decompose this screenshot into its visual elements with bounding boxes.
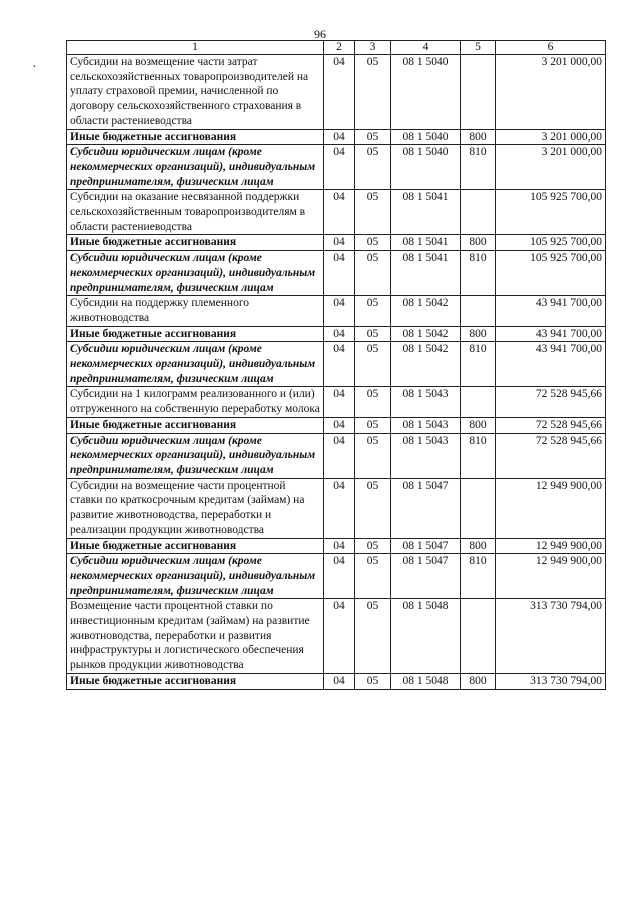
section-code-cell: 04 [324,55,355,130]
table-row [67,129,606,145]
section-code-cell: 04 [324,554,355,599]
expense-type-cell: 800 [461,538,496,554]
header-col-2: 2 [324,41,355,55]
expense-type-cell: 810 [461,145,496,190]
amount-cell: 12 949 900,00 [496,538,606,554]
subsection-code-cell: 05 [355,55,391,130]
subsection-code-cell: 05 [355,342,391,387]
expense-type-cell: 810 [461,251,496,296]
target-article-cell: 08 1 5043 [391,433,461,478]
subsection-code-cell: 05 [355,251,391,296]
table-row [67,538,606,554]
row-name-cell: Субсидии юридическим лицам (кроме некоммерческих организаций), индивидуальным предпринимателям, физическим лицам [67,342,324,387]
table-row [67,55,606,130]
row-name-cell: Иные бюджетные ассигнования [67,673,324,689]
table-row [67,478,606,538]
row-name-cell: Субсидии на возмещение части затрат сельскохозяйственных товаропроизводителей на уплату страховой премии, начисленной по договору сельскохозяйственного страхования в области растениеводства [67,55,324,130]
section-code-cell: 04 [324,235,355,251]
section-code-cell: 04 [324,478,355,538]
row-name-cell: Иные бюджетные ассигнования [67,129,324,145]
target-article-cell: 08 1 5042 [391,342,461,387]
table-row [67,342,606,387]
section-code-cell: 04 [324,342,355,387]
target-article-cell: 08 1 5041 [391,235,461,251]
amount-cell: 12 949 900,00 [496,478,606,538]
row-name-cell: Иные бюджетные ассигнования [67,235,324,251]
row-name-cell: Субсидии юридическим лицам (кроме некоммерческих организаций), индивидуальным предпринимателям, физическим лицам [67,145,324,190]
subsection-code-cell: 05 [355,599,391,674]
expense-type-cell [461,478,496,538]
subsection-code-cell: 05 [355,235,391,251]
amount-cell: 105 925 700,00 [496,235,606,251]
table-row [67,235,606,251]
target-article-cell: 08 1 5047 [391,478,461,538]
target-article-cell: 08 1 5047 [391,554,461,599]
section-code-cell: 04 [324,251,355,296]
target-article-cell: 08 1 5043 [391,387,461,417]
table-row [67,326,606,342]
header-row [67,41,606,55]
section-code-cell: 04 [324,190,355,235]
row-name-cell: Возмещение части процентной ставки по инвестиционным кредитам (займам) на развитие животноводства, переработки и развития инфраструктуры и логистического обеспечения рынков продукции животноводства [67,599,324,674]
row-name-cell: Субсидии на 1 килограмм реализованного и (или) отгруженного на собственную переработку молока [67,387,324,417]
table-row [67,190,606,235]
target-article-cell: 08 1 5040 [391,55,461,130]
subsection-code-cell: 05 [355,538,391,554]
section-code-cell: 04 [324,673,355,689]
table-row [67,145,606,190]
header-col-1: 1 [67,41,324,55]
amount-cell: 72 528 945,66 [496,387,606,417]
expense-type-cell: 810 [461,554,496,599]
row-name-cell: Субсидии юридическим лицам (кроме некоммерческих организаций), индивидуальным предпринимателям, физическим лицам [67,251,324,296]
table-row [67,296,606,326]
amount-cell: 43 941 700,00 [496,296,606,326]
subsection-code-cell: 05 [355,129,391,145]
amount-cell: 72 528 945,66 [496,417,606,433]
table-row [67,433,606,478]
amount-cell: 105 925 700,00 [496,190,606,235]
target-article-cell: 08 1 5040 [391,145,461,190]
target-article-cell: 08 1 5040 [391,129,461,145]
target-article-cell: 08 1 5048 [391,673,461,689]
subsection-code-cell: 05 [355,326,391,342]
expense-type-cell [461,55,496,130]
expense-type-cell: 800 [461,417,496,433]
amount-cell: 313 730 794,00 [496,673,606,689]
table-row [67,554,606,599]
amount-cell: 105 925 700,00 [496,251,606,296]
expense-type-cell [461,387,496,417]
expense-type-cell: 800 [461,673,496,689]
row-name-cell: Субсидии на поддержку племенного животноводства [67,296,324,326]
row-name-cell: Субсидии на оказание несвязанной поддержки сельскохозяйственным товаропроизводителям в области растениеводства [67,190,324,235]
section-code-cell: 04 [324,145,355,190]
table-row [67,251,606,296]
expense-type-cell: 810 [461,342,496,387]
section-code-cell: 04 [324,538,355,554]
row-name-cell: Иные бюджетные ассигнования [67,417,324,433]
table-row [67,673,606,689]
expense-type-cell: 800 [461,129,496,145]
target-article-cell: 08 1 5048 [391,599,461,674]
expense-type-cell: 800 [461,235,496,251]
section-code-cell: 04 [324,326,355,342]
subsection-code-cell: 05 [355,433,391,478]
scan-speck: · [32,60,37,75]
subsection-code-cell: 05 [355,673,391,689]
section-code-cell: 04 [324,387,355,417]
table-row [67,599,606,674]
amount-cell: 12 949 900,00 [496,554,606,599]
target-article-cell: 08 1 5047 [391,538,461,554]
header-col-3: 3 [355,41,391,55]
target-article-cell: 08 1 5041 [391,251,461,296]
target-article-cell: 08 1 5043 [391,417,461,433]
subsection-code-cell: 05 [355,554,391,599]
subsection-code-cell: 05 [355,387,391,417]
target-article-cell: 08 1 5042 [391,296,461,326]
budget-table [66,40,606,690]
expense-type-cell [461,599,496,674]
section-code-cell: 04 [324,129,355,145]
amount-cell: 43 941 700,00 [496,326,606,342]
table-row [67,387,606,417]
section-code-cell: 04 [324,433,355,478]
amount-cell: 43 941 700,00 [496,342,606,387]
amount-cell: 72 528 945,66 [496,433,606,478]
subsection-code-cell: 05 [355,145,391,190]
amount-cell: 3 201 000,00 [496,145,606,190]
row-name-cell: Субсидии юридическим лицам (кроме некоммерческих организаций), индивидуальным предпринимателям, физическим лицам [67,554,324,599]
row-name-cell: Иные бюджетные ассигнования [67,538,324,554]
subsection-code-cell: 05 [355,478,391,538]
amount-cell: 3 201 000,00 [496,55,606,130]
table-body [67,55,606,690]
header-col-6: 6 [496,41,606,55]
header-col-4: 4 [391,41,461,55]
subsection-code-cell: 05 [355,296,391,326]
subsection-code-cell: 05 [355,190,391,235]
row-name-cell: Субсидии юридическим лицам (кроме некоммерческих организаций), индивидуальным предпринимателям, физическим лицам [67,433,324,478]
expense-type-cell [461,296,496,326]
target-article-cell: 08 1 5042 [391,326,461,342]
amount-cell: 3 201 000,00 [496,129,606,145]
section-code-cell: 04 [324,417,355,433]
subsection-code-cell: 05 [355,417,391,433]
header-col-5: 5 [461,41,496,55]
expense-type-cell [461,190,496,235]
row-name-cell: Иные бюджетные ассигнования [67,326,324,342]
section-code-cell: 04 [324,296,355,326]
page-number: 96 [314,27,326,41]
table-header [67,41,606,55]
amount-cell: 313 730 794,00 [496,599,606,674]
expense-type-cell: 810 [461,433,496,478]
expense-type-cell: 800 [461,326,496,342]
section-code-cell: 04 [324,599,355,674]
row-name-cell: Субсидии на возмещение части процентной ставки по краткосрочным кредитам (займам) на развитие животноводства, переработки и реализации продукции животноводства [67,478,324,538]
target-article-cell: 08 1 5041 [391,190,461,235]
table-row [67,417,606,433]
